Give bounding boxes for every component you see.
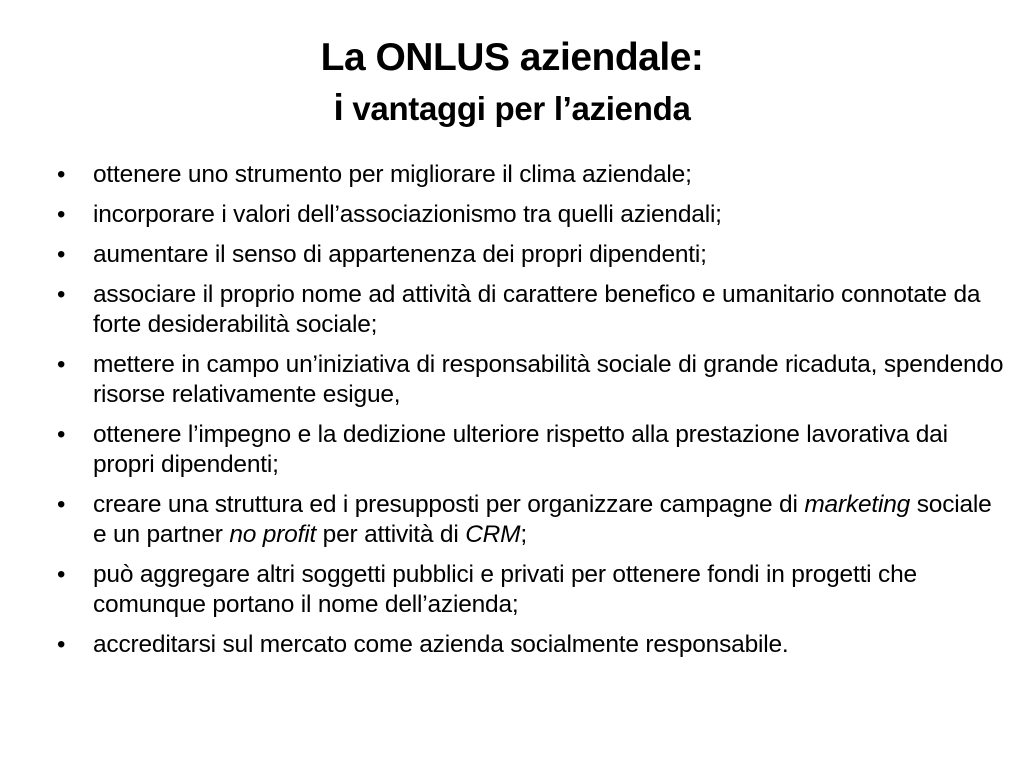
bullet-text: incorporare i valori dell’associazionismo tra quelli aziendali; (93, 201, 722, 228)
list-item (55, 350, 1005, 410)
title-line-1: La ONLUS aziendale: (320, 36, 704, 79)
bullet-text: può aggregare altri soggetti pubblici e privati per ottenere fondi in progetti che comunque portano il nome dell’azienda; (93, 561, 917, 618)
bullet-text-part: creare una struttura ed i presupposti per organizzare campagne di (93, 491, 805, 518)
bullet-list (55, 160, 1005, 670)
italic-term-crm: CRM (465, 521, 521, 548)
bullet-text: accreditarsi sul mercato come azienda socialmente responsabile. (93, 631, 789, 658)
bullet-icon: • (57, 281, 66, 308)
bullet-icon: • (57, 561, 66, 588)
list-item (55, 240, 1005, 270)
italic-term-marketing: marketing (804, 491, 911, 518)
list-item (55, 630, 1005, 660)
bullet-icon: • (57, 161, 66, 188)
list-item (55, 280, 1005, 340)
list-item (55, 420, 1005, 480)
bullet-icon: • (57, 351, 66, 378)
bullet-icon: • (57, 201, 66, 228)
bullet-text: mettere in campo un’iniziativa di responsabilità sociale di grande ricaduta, spendendo risorse relativamente esigue, (93, 351, 1004, 408)
list-item (55, 560, 1005, 620)
title-line-2-initial: i (333, 87, 344, 128)
bullet-text: ottenere l’impegno e la dedizione ulteriore rispetto alla prestazione lavorativa dai propri dipendenti; (93, 421, 948, 478)
bullet-icon: • (57, 241, 66, 268)
bullet-text-part: sociale e un partner (93, 491, 992, 548)
list-item (55, 200, 1005, 230)
slide-title (0, 38, 1024, 126)
bullet-icon: • (57, 491, 66, 518)
bullet-text: aumentare il senso di appartenenza dei propri dipendenti; (93, 241, 707, 268)
bullet-text-part: per attività di (316, 521, 466, 548)
bullet-text-part: ; (520, 521, 527, 548)
bullet-text: ottenere uno strumento per migliorare il clima aziendale; (93, 161, 692, 188)
title-line-2 (0, 89, 1024, 126)
italic-term-no-profit: no profit (229, 521, 317, 548)
bullet-icon: • (57, 421, 66, 448)
bullet-text (93, 491, 992, 548)
list-item (55, 490, 1005, 550)
bullet-icon: • (57, 631, 66, 658)
title-line-2-rest: vantaggi per l’azienda (343, 90, 691, 127)
bullet-text: associare il proprio nome ad attività di carattere benefico e umanitario connotate da forte desiderabilità sociale; (93, 281, 981, 338)
list-item (55, 160, 1005, 190)
